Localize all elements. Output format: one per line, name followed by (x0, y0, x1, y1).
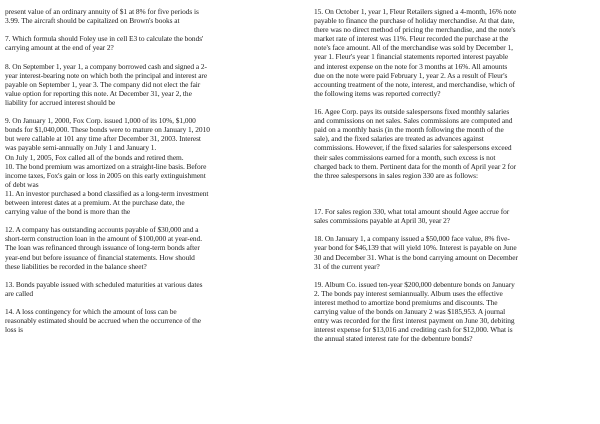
right-column (314, 7, 596, 343)
text-line: carrying value of the bond is more than the (5, 207, 131, 217)
text-line: between interest dates at a premium. At the purchase date, the (5, 197, 185, 207)
text-line: present value of an ordinary annuity of $1 at 8% for five periods is (5, 7, 199, 16)
text-line: and commissions on net sales. Sales commissions are computed and (314, 116, 513, 126)
text-line: due on the note were paid February 1, year 2. As a result of Fleur's (314, 70, 508, 80)
question-17 (314, 207, 596, 225)
questions-9-11 (5, 116, 281, 216)
text-line: 3.99. The aircraft should be capitalized on Brown's books at (5, 16, 180, 26)
question-19 (314, 280, 596, 344)
text-line: loss is (5, 325, 23, 335)
text-line: 19. Album Co. issued ten-year $200,000 debenture bonds on January (314, 279, 515, 289)
text-line: carrying value of the bonds on January 2 was $185,953. A journal (314, 307, 506, 317)
text-line: 12. A company has outstanding accounts payable of $30,000 and a (5, 225, 199, 235)
text-line: but were callable at 101 any time after December 31, 2003. Interest (5, 134, 201, 144)
text-line: 11. An investor purchased a bond classified as a long-term investment (5, 188, 209, 198)
text-line: commissions. However, if the fixed salaries for salespersons exceed (314, 143, 512, 153)
question-7 (5, 34, 281, 52)
text-line: 30 and December 31. What is the bond carrying amount on December (314, 252, 518, 262)
text-line: payable to finance the purchase of holiday merchandise. At that date, (314, 16, 515, 26)
text-line: of debt was (5, 179, 39, 189)
text-line: 8. On September 1, year 1, a company borrowed cash and signed a 2- (5, 61, 207, 71)
left-column (5, 7, 281, 334)
text-line: reasonably estimated should be accrued when the occurrence of the (5, 316, 202, 326)
text-line: short-term construction loan in the amount of $100,000 at year-end. (5, 234, 203, 244)
question-15 (314, 7, 596, 98)
text-line: 7. Which formula should Foley use in cell E3 to calculate the bonds' (5, 34, 204, 44)
text-line: 17. For sales region 330, what total amount should Agee accrue for (314, 207, 510, 217)
text-line: charged back to them. Pertinent data for the month of April year 2 for (314, 161, 517, 171)
text-line: 2. The bonds pay interest semiannually. Album uses the effective (314, 288, 503, 298)
question-13 (5, 280, 281, 298)
text-line: market rate of interest was 11%. Fleur recorded the purchase at the (314, 34, 509, 44)
text-line: value option for reporting this note. At December 31, year 2, the (5, 88, 192, 98)
text-line: interest method to amortize bond premiums and discounts. The (314, 298, 498, 307)
text-line: the annual stated interest rate for the debenture bonds? (314, 334, 473, 344)
question-8 (5, 62, 281, 107)
paragraph-annuity (5, 7, 281, 25)
text-line: 16. Agee Corp. pays its outside salespersons fixed monthly salaries (314, 107, 510, 117)
text-line: year bond for $46,139 that will yield 10%. Interest is payable on June (314, 243, 517, 253)
text-line: 10. The bond premium was amortized on a straight-line basis. Before (5, 161, 207, 171)
question-12 (5, 225, 281, 270)
text-line: carrying amount at the end of year 2? (5, 43, 114, 53)
text-line: interest expense for $13,016 and crediting cash for $12,000. What is (314, 325, 513, 335)
text-line: income taxes, Fox's gain or loss in 2005 on this early extinguishment (5, 170, 206, 180)
text-line: 18. On January 1, a company issued a $50,000 face value, 8% five- (314, 234, 510, 244)
text-line: sales commissions payable at April 30, year 2? (314, 216, 451, 226)
text-line: these liabilities be recorded in the balance sheet? (5, 261, 147, 271)
text-line: bonds for $1,040,000. These bonds were to mature on January 1, 2010 (5, 125, 210, 135)
text-line: the following items was reported correctly? (314, 88, 441, 98)
text-line: 9. On January 1, 2000, Fox Corp. issued 1,000 of its 10%, $1,000 (5, 116, 196, 126)
text-line: there was no direct method of pricing the merchandise, and the note's (314, 25, 516, 35)
text-line: liability for accrued interest should be (5, 97, 116, 107)
question-14 (5, 307, 281, 334)
text-line: paid on a monthly basis (in the month following the month of the (314, 125, 504, 135)
text-line: 14. A loss contingency for which the amount of loss can be (5, 307, 177, 317)
text-line: entry was recorded for the first interest payment on June 30, debiting (314, 316, 515, 326)
text-line: year interest-bearing note on which both the principal and interest are (5, 70, 208, 80)
text-line: 31 of the current year? (314, 261, 380, 271)
question-16 (314, 107, 596, 180)
text-line: and interest expense on the note for 3 months at 16%. All amounts (314, 61, 508, 71)
text-line: year-end but before issuance of financial statements. How should (5, 252, 195, 262)
text-line: the three salespersons in sales region 330 are as follows: (314, 170, 478, 180)
text-line: note's face amount. All of the merchandise was sold by December 1, (314, 43, 513, 53)
text-line: The loan was refinanced through issuance of long-term bonds after (5, 243, 200, 253)
text-line: their sales commissions earned for a month, such excess is not (314, 152, 496, 162)
text-line: year 1. Fleur's year 1 financial statements reported interest payable (314, 52, 509, 62)
text-line: was payable semi-annually on July 1 and January 1. (5, 143, 157, 153)
text-line: 13. Bonds payable issued with scheduled maturities at various dates (5, 279, 203, 289)
text-line: sale), and the fixed salaries are treated as advances against (314, 134, 484, 144)
text-line: payable on September 1, year 3. The company did not elect the fair (5, 79, 201, 89)
text-line: accounting treatment of the note, interest, and merchandise, which of (314, 79, 515, 89)
question-18 (314, 234, 596, 270)
text-line: 15. On October 1, year 1, Fleur Retailers signed a 4-month, 16% note (314, 7, 517, 16)
text-line: On July 1, 2005, Fox called all of the bonds and retired them. (5, 152, 184, 162)
text-line: are called (5, 288, 34, 298)
